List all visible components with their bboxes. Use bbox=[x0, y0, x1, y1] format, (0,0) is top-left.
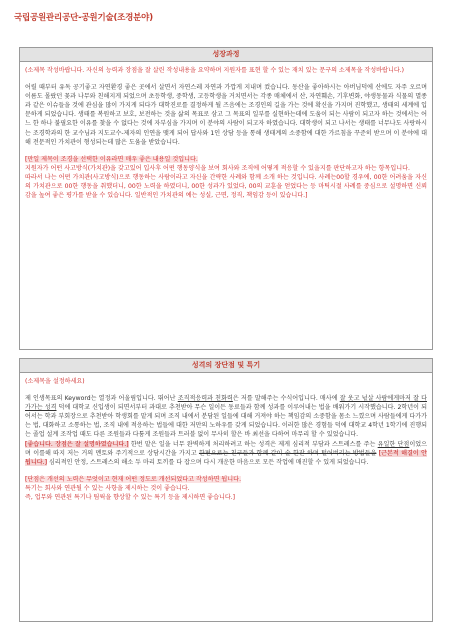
underlined-text: 조직적응력과 친화력 bbox=[177, 395, 233, 403]
text-run: 이었으며 이를해 따지 저는 거의 멘토와 주기적으로 상담시간을 가지고 bbox=[25, 440, 427, 457]
text-run: 한번 맡은 일을 너무 완벽하게 처리하려고 하는 성격은 제게 심리적 부담과 스트레스를 주는 bbox=[128, 440, 378, 448]
text-run: 덕에 대학교 신입생이 되면서부터 과대로 추천받아 무슨 일이든 동료들과 함께 성과를 이루어내는 법을 배워가기 시작했습니다. 2학년이 되어서는 학과 부회장으로 추천받아 학생회를 맡게 되며 조직 내에서 분담된 일들에 대해 거져야 하는 책임감의 소중함을 몸소 느꼈으며 사람들에게 다가가는 법, 대화하고 소통하는 법, 조직 내에 적응하는 법들에 대한 저만의 노하우를 갖게 되었습니다. 이러한 많은 경험들 덕에 대학교 4학년 1학기에 진행되는 졸업 설계 조작업 때도 다른 조원들과 다툼게 조원들과 트러블 없이 무사히 할은 바 최선을 다하여 마무리 할 수 있었습니다. bbox=[25, 404, 428, 439]
section-personality bbox=[19, 358, 433, 622]
document-title: 국립공원관리공단-공원기술(조경분야) bbox=[14, 13, 153, 23]
section-personality-body bbox=[20, 373, 432, 502]
growth-feedback-line2: 지원자가 어떤 사고방식(가치관)을 갖고있어 입사후 어떤 행동양식을 보여 회사와 조직에 어떻게 적응할 수 있을지를 판단하고자 하는 항목입니다. bbox=[25, 164, 410, 172]
section-growth bbox=[19, 47, 433, 350]
growth-paragraph: 어릴 때부터 유독 공기좋고 자연환경 좋은 곳에서 살면서 자연스레 자연과 가깝게 지내며 컸습니다. 동산을 좋아하시는 아버님덕에 산에도 자주 오르며 이름도 몰랐던 꽃과 나무와 친해지게 되었으며 초등학생, 중학생, 고등학생을 거치면서는 각종 매체에서 산, 자연훼손, 기후변화, 야생동물과 식물의 멸종과 같은 이슈들을 것에 관심을 많이 가지게 되다가 대학진로를 결정하게 될 즈음에는 조경인의 길을 가는 것에 확신을 가지며 진학했고, 생태의 세계에 입문하게 되었습니다. 생태를 복원하고 보호, 보전하는 것을 삶의 목표로 삼고 그 목표의 일부를 실현하는데에 도움이 되는 사람이 되고자 하는 것에서는 어느 한 하나 불필요한 이유를 찾을 수 없다는 것에 자부심을 가지며 이 분야의 사람이 되고자 하였습니다. 대학생이 되고 나서는 생태를 너무나도 사랑하시는 조경학과의 한 교수님과 지도교수-제자의 인연을 맺게 되어 답사와 1인 상담 등을 통해 생태계의 소중함에 대한 가르침을 꾸준히 받으며 이 분야에 대해 전문적인 가치관이 형성되는데 많은 도움을 받았습니다. bbox=[25, 84, 427, 146]
text-run: 심리적인 안정, 스트레스의 해소 두 마리 토끼를 다 잡으며 다시 개운한 마음으로 모든 작업에 매진할 수 있게 되었습니다. bbox=[46, 458, 369, 466]
section-personality-header: 성격의 장단점 및 특기 bbox=[20, 359, 432, 373]
growth-feedback-line3: 따라서 나는 어떤 가치관(사고방식)으로 행동하는 사람이라고 자신을 간략한 사례와 함께 소개 하는 것입니다. 사례는00할 경우에, 00한 어려움을 자신의 가치관으로 00한 행동을 취했더니, 00한 노력을 하였더니, 00한 성과가 있었다, 00의 교훈을 얻었다는 등 마틱시절 사례를 중심으로 설명하면 신뢰감을 높여 좋은 평가를 받을 수 있습니다. bbox=[25, 173, 427, 200]
personality-feedback-line3: 즉, 업무와 연관된 특기나 팀웍을 향상할 수 있는 특기 등을 제시하면 좋습니다.] bbox=[25, 494, 236, 502]
personality-feedback-line2: 특기는 회사와 연관될 수 있는 사항을 제시하는 것이 좋습니다. bbox=[25, 484, 190, 492]
text-run: 은 저를 말해주는 수식어입니다. 매사에 bbox=[232, 395, 340, 403]
text-run: 제 인생목표의 Keyword는 열정과 어울림입니다. 뛰어난 bbox=[25, 395, 178, 403]
section-growth-body bbox=[20, 62, 432, 200]
struck-text: 한편으로는 친구들과 함께 갈이 술 한잔 하며 털어버리는 방법들을 bbox=[198, 449, 377, 457]
feedback-mark: [좋습니다. 장점은 잘 설명하였습니다.] bbox=[25, 440, 129, 448]
growth-feedback-line4: 일반적인 가치관의 예는 성실, 근면, 정직, 책임감 등이 있습니다.] bbox=[134, 192, 308, 200]
growth-feedback-line1: [만일 제목이 조경을 선택한 이유라면 매우 좋은 내용일 것입니다. bbox=[25, 155, 198, 163]
underlined-text: 유일한 단점 bbox=[377, 440, 410, 448]
personality-guide-note: (소제목을 설정하세요) bbox=[25, 378, 85, 385]
personality-feedback-line1: [단점은 개선의 노력은 무엇이고 현재 어떤 정도로 개선되었다고 작성하면 됩니다. bbox=[25, 475, 242, 483]
personality-feedback bbox=[25, 475, 427, 502]
section-growth-header: 성장과정 bbox=[20, 48, 432, 62]
personality-paragraph bbox=[25, 394, 427, 467]
underlined-text: 잘 웃고 넋살 사람에게마저 잘 다가가는 성격 bbox=[25, 395, 428, 412]
growth-guide-note: (소제목 작성바랍니다. 자신의 능력과 장점을 잘 살린 작성내용을 요약하며 지원자를 표현 할 수 있는 재치 있는 문구의 소제목을 작성바랍니다.) bbox=[25, 67, 405, 74]
feedback-mark: [근본적 해결이 안 됩니다.] bbox=[25, 449, 428, 466]
growth-feedback bbox=[25, 155, 427, 200]
